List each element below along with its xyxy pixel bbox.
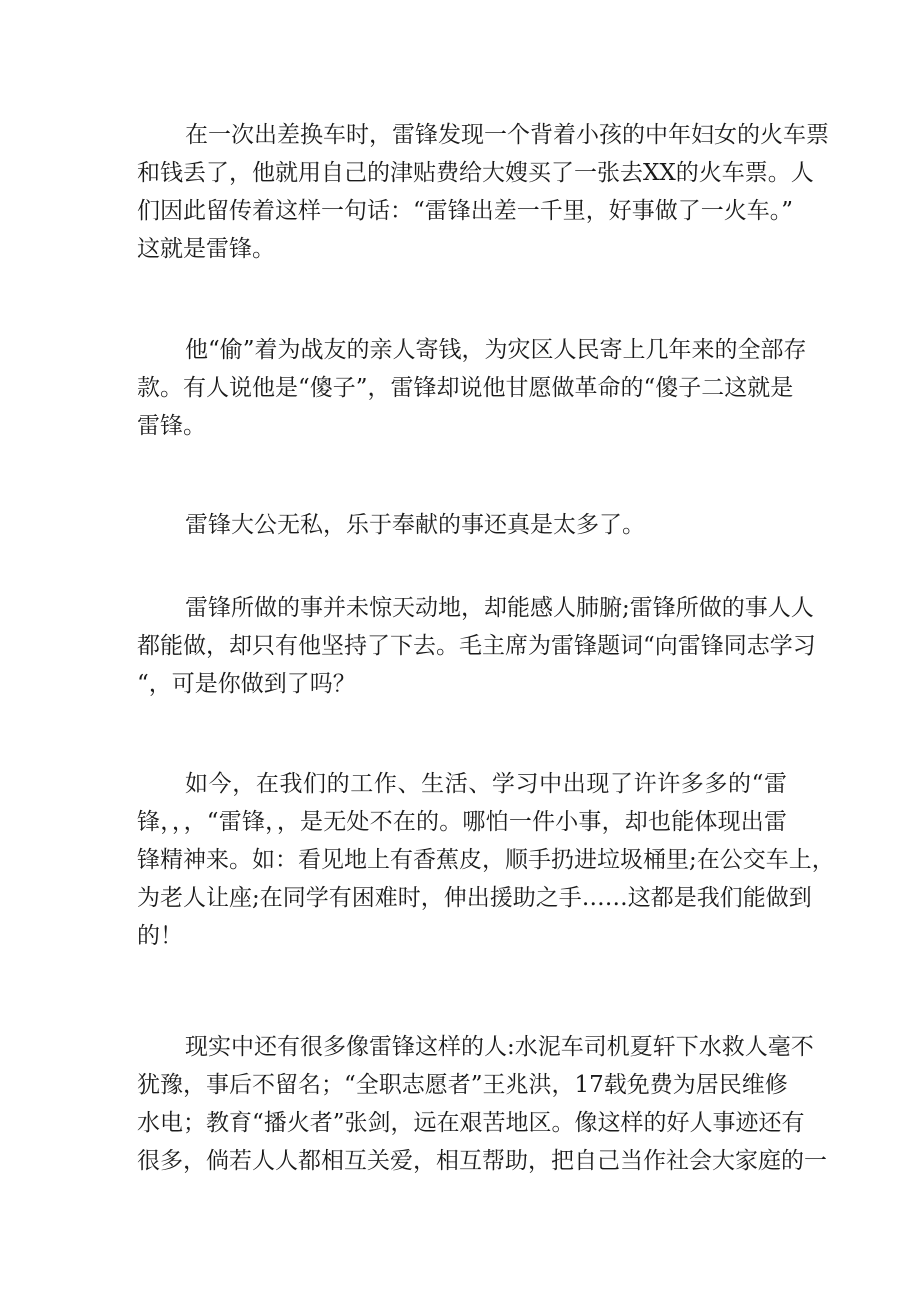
text-line: 犹豫，事后不留名；“全职志愿者”王兆洪，17载免费为居民维修 [137, 1072, 788, 1098]
text-line: 他“偷”着为战友的亲人寄钱，为灾区人民寄上几年来的全部存 [185, 337, 807, 363]
text-line: 款。有人说他是“傻子”，雷锋却说他甘愿做革命的“傻子二这就是 [137, 375, 794, 401]
text-line: 为老人让座;在同学有困难时，伸出援助之手……这都是我们能做到 [137, 885, 812, 911]
paragraph [137, 1028, 827, 1180]
text-line: 们因此留传着这样一句话：“雷锋出差一千里，好事做了一火车。” [137, 198, 794, 224]
paragraph [137, 506, 787, 544]
text-line: 都能做，却只有他坚持了下去。毛主席为雷锋题词“向雷锋同志学习 [137, 633, 816, 659]
paragraph [137, 116, 829, 268]
text-line: 的！ [137, 923, 183, 949]
text-line: 锋精神来。如：看见地上有香蕉皮，顺手扔进垃圾桶里;在公交车上， [137, 847, 835, 873]
text-line: 水电；教育“播火者”张剑，远在艰苦地区。像这样的好人事迹还有 [137, 1110, 805, 1136]
paragraph [137, 765, 835, 955]
text-line: 这就是雷锋。 [137, 236, 275, 262]
text-line: “，可是你做到了吗？ [137, 671, 356, 697]
text-line: 雷锋所做的事并未惊天动地，却能感人肺腑;雷锋所做的事人人 [185, 595, 814, 621]
text-line: 和钱丢了，他就用自己的津贴费给大嫂买了一张去XX的火车票。人 [137, 160, 814, 186]
text-line: 在一次出差换车时，雷锋发现一个背着小孩的中年妇女的火车票 [185, 122, 829, 148]
text-line: 锋，，，“雷锋，，是无处不在的。哪怕一件小事，却也能体现出雷 [137, 809, 787, 835]
text-line: 如今，在我们的工作、生活、学习中出现了许许多多的“雷 [185, 771, 787, 797]
paragraph [137, 589, 816, 703]
text-line: 很多，倘若人人都相互关爱，相互帮助，把自己当作社会大家庭的一 [137, 1148, 827, 1174]
text-line: 雷锋。 [137, 413, 206, 439]
text-line: 现实中还有很多像雷锋这样的人:水泥车司机夏轩下水救人毫不 [185, 1034, 814, 1060]
text-line: 雷锋大公无私，乐于奉献的事还真是太多了。 [185, 512, 645, 538]
paragraph [137, 331, 807, 445]
